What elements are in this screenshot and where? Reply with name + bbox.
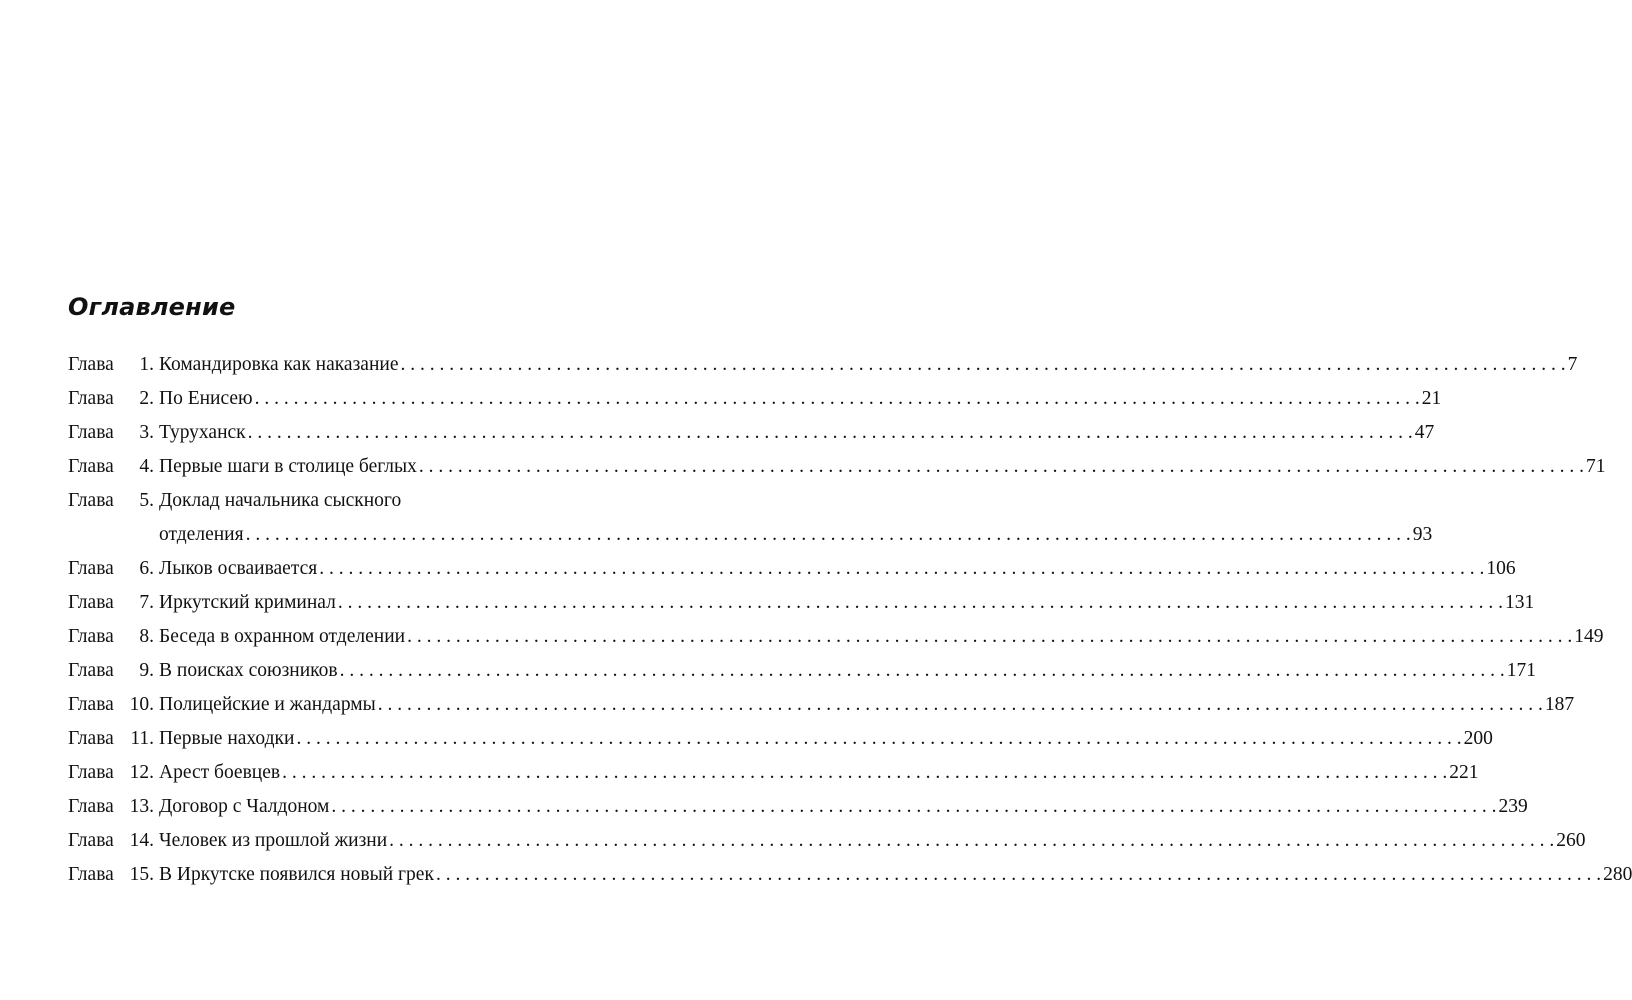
chapter-title: Полицейские и жандармы: [159, 694, 376, 715]
chapter-title: Туруханск: [159, 422, 246, 443]
dot-leader: . . . . . . . . . . . . . . . . . . . . . . . . . . . . . . . . . . . . . . . . . . . . . . . . . . . . . . . . . . . . . . . . . . . . . . . . . . . . . . . . . . . . . . . . . . . . . . . . . . . . . . . . . . . . . . . . . . . . . . . .: [418, 456, 1584, 477]
chapter-title: Иркутский криминал: [159, 592, 336, 613]
dot-leader: . . . . . . . . . . . . . . . . . . . . . . . . . . . . . . . . . . . . . . . . . . . . . . . . . . . . . . . . . . . . . . . . . . . . . . . . . . . . . . . . . . . . . . . . . . . . . . . . . . . . . . . . . . . . . . . . . . . . . . . .: [254, 388, 1420, 409]
dot-leader: . . . . . . . . . . . . . . . . . . . . . . . . . . . . . . . . . . . . . . . . . . . . . . . . . . . . . . . . . . . . . . . . . . . . . . . . . . . . . . . . . . . . . . . . . . . . . . . . . . . . . . . . . . . . . . . . . . . . . . . .: [247, 422, 1413, 443]
toc-entry[interactable]: [68, 620, 1604, 654]
chapter-title: Договор с Чалдоном: [159, 796, 330, 817]
dot-leader: . . . . . . . . . . . . . . . . . . . . . . . . . . . . . . . . . . . . . . . . . . . . . . . . . . . . . . . . . . . . . . . . . . . . . . . . . . . . . . . . . . . . . . . . . . . . . . . . . . . . . . . . . . . . . . . . . . . . . . . .: [337, 592, 1503, 613]
page-number: 280: [1603, 864, 1632, 885]
toc-entry-line: [68, 790, 1528, 824]
toc-entry-line: [68, 858, 1632, 892]
chapter-word: Глава: [68, 830, 114, 851]
chapter-number: 11.: [130, 728, 154, 749]
toc-entry[interactable]: [68, 756, 1479, 790]
toc-entry[interactable]: [68, 688, 1575, 722]
dot-leader: . . . . . . . . . . . . . . . . . . . . . . . . . . . . . . . . . . . . . . . . . . . . . . . . . . . . . . . . . . . . . . . . . . . . . . . . . . . . . . . . . . . . . . . . . . . . . . . . . . . . . . . . . . . . . . . . . . . . . . . .: [331, 796, 1497, 817]
page-number: 131: [1504, 592, 1535, 613]
dot-leader: . . . . . . . . . . . . . . . . . . . . . . . . . . . . . . . . . . . . . . . . . . . . . . . . . . . . . . . . . . . . . . . . . . . . . . . . . . . . . . . . . . . . . . . . . . . . . . . . . . . . . . . . . . . . . . . . . . . . . . . .: [319, 558, 1485, 579]
page-number: 171: [1506, 660, 1536, 681]
chapter-word: Глава: [68, 796, 114, 817]
page-number: 239: [1498, 796, 1528, 817]
dot-leader: . . . . . . . . . . . . . . . . . . . . . . . . . . . . . . . . . . . . . . . . . . . . . . . . . . . . . . . . . . . . . . . . . . . . . . . . . . . . . . . . . . . . . . . . . . . . . . . . . . . . . . . . . . . . . . . . . . . . . . . .: [435, 864, 1602, 885]
page-number: 93: [1412, 524, 1433, 545]
toc-entry[interactable]: [68, 382, 1442, 416]
toc-entry-line: [68, 416, 1435, 450]
chapter-word: Глава: [68, 660, 114, 681]
chapter-title: Доклад начальника сыскного: [159, 490, 402, 511]
toc-entry-line: [68, 824, 1586, 858]
chapter-number: 4.: [139, 456, 154, 477]
dot-leader: . . . . . . . . . . . . . . . . . . . . . . . . . . . . . . . . . . . . . . . . . . . . . . . . . . . . . . . . . . . . . . . . . . . . . . . . . . . . . . . . . . . . . . . . . . . . . . . . . . . . . . . . . . . . . . . . . . . . . . . .: [377, 694, 1543, 715]
toc-entry-line: [68, 484, 502, 518]
chapter-title: Первые шаги в столице беглых: [159, 456, 417, 477]
chapter-number: 2.: [139, 388, 154, 409]
toc-entry[interactable]: [68, 722, 1493, 756]
chapter-word: Глава: [68, 592, 114, 613]
chapter-title: Арест боевцев: [159, 762, 281, 783]
chapter-title: Первые находки: [159, 728, 295, 749]
dot-leader: . . . . . . . . . . . . . . . . . . . . . . . . . . . . . . . . . . . . . . . . . . . . . . . . . . . . . . . . . . . . . . . . . . . . . . . . . . . . . . . . . . . . . . . . . . . . . . . . . . . . . . . . . . . . . . . . . . . . . . . .: [407, 626, 1573, 647]
chapter-word: Глава: [68, 558, 114, 579]
page-number: 200: [1463, 728, 1493, 749]
toc-entry[interactable]: [68, 824, 1586, 858]
toc-entry[interactable]: [68, 858, 1632, 892]
toc-entry[interactable]: [68, 790, 1528, 824]
toc-entry-line: [68, 654, 1536, 688]
toc-entry-line: [68, 722, 1493, 756]
chapter-title: В поисках союзников: [159, 660, 338, 681]
chapter-number: 10.: [129, 694, 154, 715]
page-number: 7: [1567, 354, 1578, 375]
toc-entry-line: [68, 450, 1606, 484]
chapter-title: Беседа в охранном отделении: [159, 626, 406, 647]
chapter-number: 3.: [139, 422, 154, 443]
chapter-title: Лыков осваивается: [159, 558, 318, 579]
toc-entry-line: [68, 586, 1535, 620]
toc-list: [68, 348, 1632, 892]
chapter-title: В Иркутске появился новый грек: [159, 864, 434, 885]
chapter-number: 14.: [129, 830, 154, 851]
toc-entry[interactable]: [68, 654, 1536, 688]
page-number: 106: [1486, 558, 1516, 579]
chapter-number: 9.: [139, 660, 154, 681]
page-number: 187: [1544, 694, 1575, 715]
page-number: 21: [1421, 388, 1442, 409]
chapter-word: Глава: [68, 490, 114, 511]
toc-entry-line: [68, 620, 1604, 654]
chapter-number: 8.: [139, 626, 154, 647]
dot-leader: . . . . . . . . . . . . . . . . . . . . . . . . . . . . . . . . . . . . . . . . . . . . . . . . . . . . . . . . . . . . . . . . . . . . . . . . . . . . . . . . . . . . . . . . . . . . . . . . . . . . . . . . . . . . . . . . . . . . . . . .: [282, 762, 1448, 783]
toc-entry[interactable]: [68, 586, 1535, 620]
dot-leader: . . . . . . . . . . . . . . . . . . . . . . . . . . . . . . . . . . . . . . . . . . . . . . . . . . . . . . . . . . . . . . . . . . . . . . . . . . . . . . . . . . . . . . . . . . . . . . . . . . . . . . . . . . . . . . . . . . . . . . . .: [400, 354, 1566, 375]
toc-entry-line: [68, 756, 1479, 790]
chapter-number: 13.: [129, 796, 154, 817]
chapter-number: 15.: [129, 864, 154, 885]
toc-entry-line: [68, 348, 1578, 382]
chapter-word: Глава: [68, 422, 114, 443]
toc-entry[interactable]: [68, 552, 1516, 586]
toc-entry[interactable]: [68, 484, 1433, 552]
chapter-number: 7.: [139, 592, 154, 613]
chapter-title: Человек из прошлой жизни: [159, 830, 388, 851]
chapter-word: Глава: [68, 354, 114, 375]
chapter-title: отделения: [159, 524, 244, 545]
chapter-word: Глава: [68, 456, 114, 477]
page-number: 71: [1585, 456, 1606, 477]
page-number: 221: [1449, 762, 1479, 783]
page-number: 47: [1414, 422, 1435, 443]
dot-leader: . . . . . . . . . . . . . . . . . . . . . . . . . . . . . . . . . . . . . . . . . . . . . . . . . . . . . . . . . . . . . . . . . . . . . . . . . . . . . . . . . . . . . . . . . . . . . . . . . . . . . . . . . . . . . . . . . . . . . . . .: [389, 830, 1555, 851]
chapter-word: Глава: [68, 762, 114, 783]
chapter-word: Глава: [68, 864, 114, 885]
toc-entry[interactable]: [68, 416, 1435, 450]
toc-entry[interactable]: [68, 450, 1606, 484]
toc-entry-line: [68, 518, 1433, 552]
toc-entry-line: [68, 552, 1516, 586]
toc-entry-line: [68, 688, 1575, 722]
dot-leader: . . . . . . . . . . . . . . . . . . . . . . . . . . . . . . . . . . . . . . . . . . . . . . . . . . . . . . . . . . . . . . . . . . . . . . . . . . . . . . . . . . . . . . . . . . . . . . . . . . . . . . . . . . . . . . . . . . . . . . . .: [339, 660, 1505, 681]
chapter-number: 5.: [139, 490, 154, 511]
page-number: 149: [1574, 626, 1604, 647]
chapter-number: 12.: [129, 762, 154, 783]
chapter-title: Командировка как наказание: [159, 354, 399, 375]
dot-leader: . . . . . . . . . . . . . . . . . . . . . . . . . . . . . . . . . . . . . . . . . . . . . . . . . . . . . . . . . . . . . . . . . . . . . . . . . . . . . . . . . . . . . . . . . . . . . . . . . . . . . . . . . . . . . . . . . . . . . . . .: [245, 524, 1411, 545]
toc-heading: Оглавление: [68, 293, 236, 321]
chapter-word: Глава: [68, 694, 114, 715]
chapter-word: Глава: [68, 626, 114, 647]
chapter-word: Глава: [68, 388, 114, 409]
dot-leader: . . . . . . . . . . . . . . . . . . . . . . . . . . . . . . . . . . . . . . . . . . . . . . . . . . . . . . . . . . . . . . . . . . . . . . . . . . . . . . . . . . . . . . . . . . . . . . . . . . . . . . . . . . . . . . . . . . . . . . . .: [296, 728, 1462, 749]
chapter-title: По Енисею: [159, 388, 253, 409]
page-number: 260: [1556, 830, 1586, 851]
chapter-number: 1.: [139, 354, 154, 375]
toc-entry-line: [68, 382, 1442, 416]
chapter-number: 6.: [139, 558, 154, 579]
toc-entry[interactable]: [68, 348, 1578, 382]
chapter-word: Глава: [68, 728, 114, 749]
